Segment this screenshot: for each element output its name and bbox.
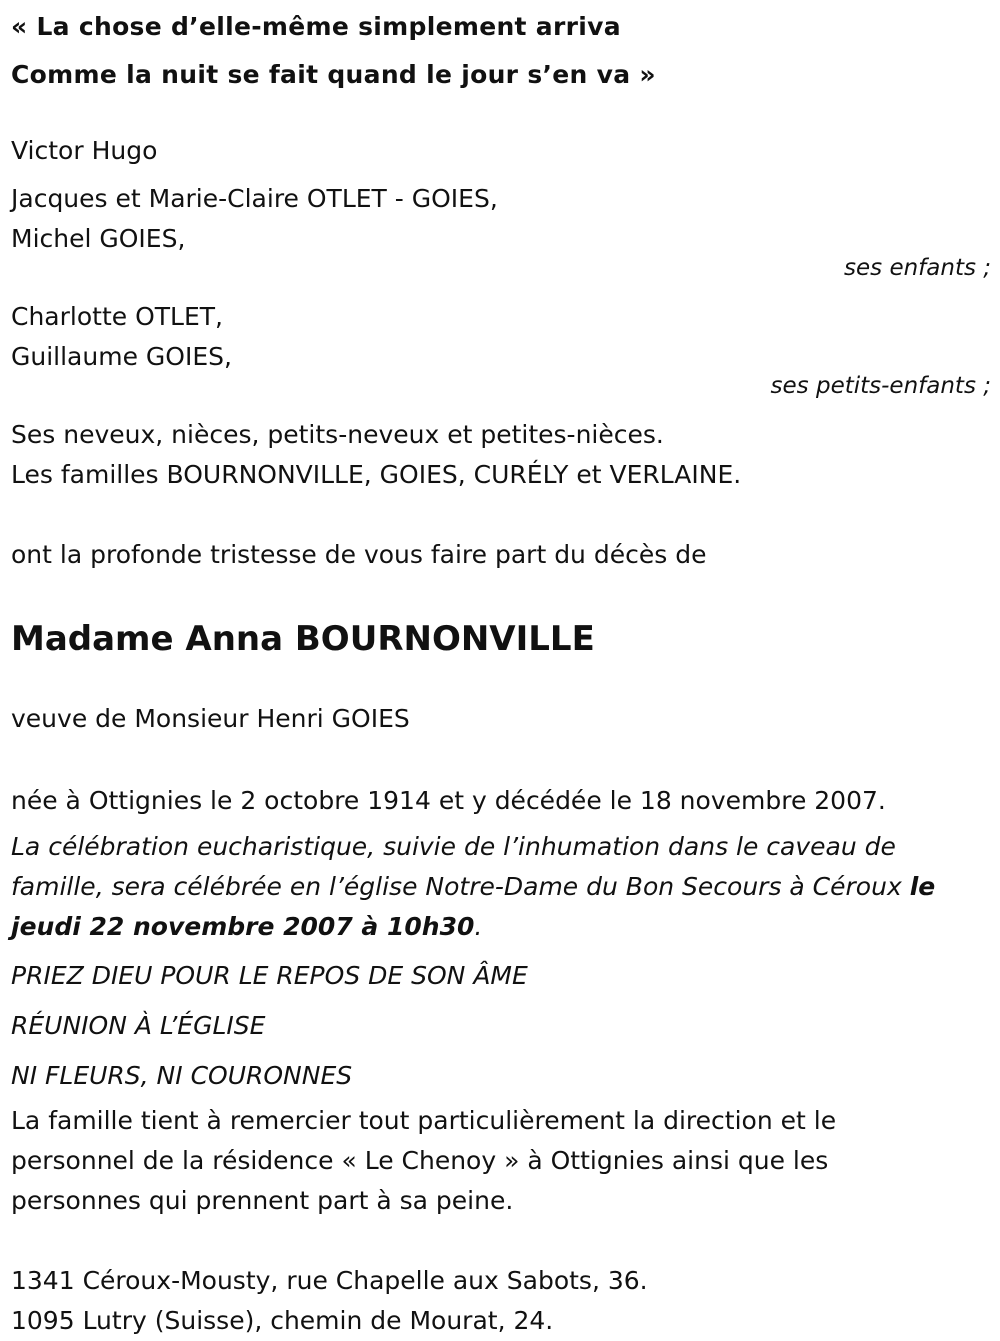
grandchildren-role: ses petits-enfants ; <box>770 373 991 399</box>
children-block <box>11 179 991 281</box>
relatives-line: Les familles BOURNONVILLE, GOIES, CURÉLY et VERLAINE. <box>11 460 742 489</box>
thanks-line: personnes qui prennent part à sa peine. <box>11 1186 514 1215</box>
children-role: ses enfants ; <box>844 255 991 281</box>
address-line: 1341 Céroux-Mousty, rue Chapelle aux Sabots, 36. <box>11 1266 648 1295</box>
thanks-block <box>11 1101 991 1221</box>
notice-flowers: NI FLEURS, NI COURONNES <box>11 1061 353 1090</box>
announcement: ont la profonde tristesse de vous faire part du décès de <box>11 540 707 569</box>
quote-line-1: « La chose d’elle-même simplement arriva <box>11 12 621 41</box>
ceremony-date-start: le <box>909 872 936 901</box>
quote-author: Victor Hugo <box>11 136 158 165</box>
addresses <box>11 1261 991 1341</box>
notice-meeting: RÉUNION À L’ÉGLISE <box>11 1011 266 1040</box>
grandchildren-block <box>11 297 991 399</box>
widow-of: veuve de Monsieur Henri GOIES <box>11 704 410 733</box>
quote-line-2: Comme la nuit se fait quand le jour s’en va » <box>11 60 656 89</box>
obituary-notice <box>11 3 991 1341</box>
ceremony-text <box>11 827 991 947</box>
address-line: 1095 Lutry (Suisse), chemin de Mourat, 24. <box>11 1306 554 1335</box>
ceremony-line-2-text: famille, sera célébrée en l’église Notre-Dame du Bon Secours à Céroux <box>11 872 910 901</box>
deceased-name: Madame Anna BOURNONVILLE <box>11 619 595 659</box>
relatives-line: Ses neveux, nièces, petits-neveux et petites-nièces. <box>11 420 664 449</box>
birth-death: née à Ottignies le 2 octobre 1914 et y décédée le 18 novembre 2007. <box>11 786 886 815</box>
thanks-line: personnel de la résidence « Le Chenoy » à Ottignies ainsi que les <box>11 1146 829 1175</box>
child-name: Michel GOIES, <box>11 224 186 253</box>
child-name: Jacques et Marie-Claire OTLET - GOIES, <box>11 184 498 213</box>
ceremony-line-3 <box>11 907 991 947</box>
ceremony-line-3-end: . <box>474 912 483 941</box>
thanks-line: La famille tient à remercier tout particulièrement la direction et le <box>11 1106 837 1135</box>
ceremony-line-1: La célébration eucharistique, suivie de l’inhumation dans le caveau de <box>11 832 896 861</box>
ceremony-date: jeudi 22 novembre 2007 à 10h30 <box>11 912 475 941</box>
grandchild-name: Guillaume GOIES, <box>11 342 232 371</box>
grandchild-name: Charlotte OTLET, <box>11 302 223 331</box>
notices <box>11 951 991 1101</box>
ceremony-line-2 <box>11 867 991 907</box>
relatives-block <box>11 415 991 495</box>
notice-prayer: PRIEZ DIEU POUR LE REPOS DE SON ÂME <box>11 961 528 990</box>
opening-quote <box>11 3 991 99</box>
